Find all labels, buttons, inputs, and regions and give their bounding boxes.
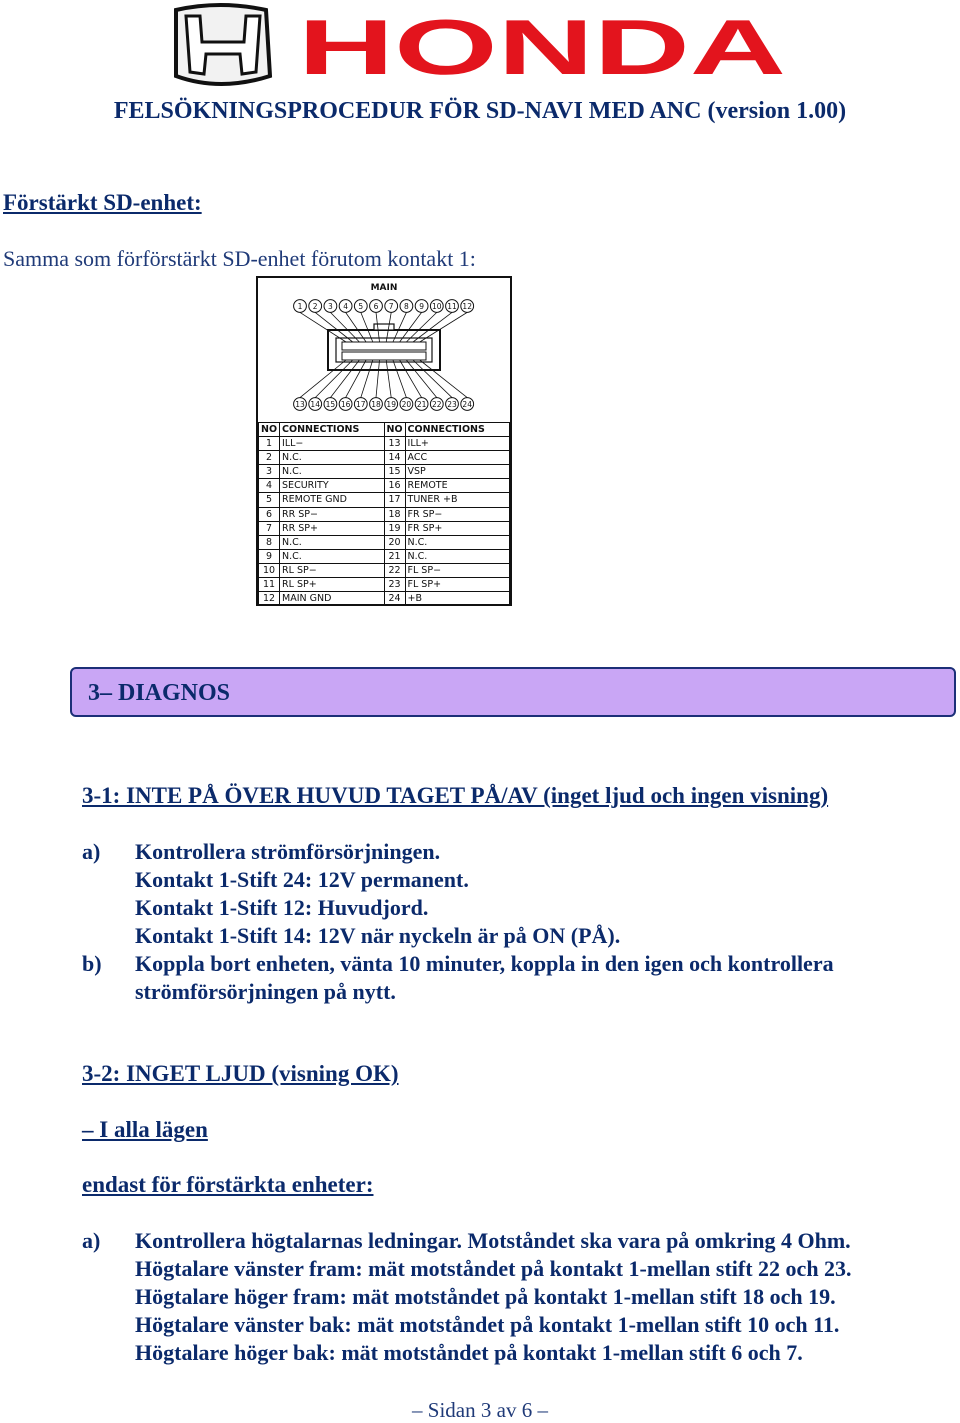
connections-table-row [259,437,510,451]
item-line: Kontrollera strömförsörjningen. [135,839,441,864]
connection-cell: REMOTE [405,479,509,493]
pin-number-cell: 19 [384,521,405,535]
pin-number: 22 [432,400,442,409]
connection-cell: REMOTE GND [280,493,384,507]
connections-table-row [259,451,510,465]
item-line: strömförsörjningen på nytt. [135,979,396,1004]
connection-cell: ILL+ [405,437,509,451]
connections-table-row [259,578,510,592]
section-3-2-scope: endast för förstärkta enheter: [82,1172,374,1197]
connections-table-row [259,535,510,549]
diagnos-banner [70,667,956,717]
connection-cell: ACC [405,451,509,465]
pin-number-cell: 3 [259,465,280,479]
section-3-1-heading: 3-1: INTE PÅ ÖVER HUVUD TAGET PÅ/AV (inget ljud och ingen visning) [82,783,829,808]
pin-number-cell: 9 [259,549,280,563]
pin-number: 16 [340,400,351,409]
connection-cell: RL SP+ [280,578,384,592]
connections-table [258,422,510,606]
connection-cell: ILL− [280,437,384,451]
page-footer: – Sidan 3 av 6 – [412,1398,548,1422]
connection-cell: +B [405,592,509,606]
col-no: NO [384,423,405,437]
item-line: Högtalare vänster bak: mät motståndet på kontakt 1-mellan stift 10 och 11. [135,1312,840,1337]
item-line: Högtalare höger bak: mät motståndet på kontakt 1-mellan stift 6 och 7. [135,1340,803,1365]
pin-number: 17 [356,400,366,409]
document-title: FELSÖKNINGSPROCEDUR FÖR SD-NAVI MED ANC (version 1.00) [113,98,847,124]
connection-cell: N.C. [280,465,384,479]
pin-number: 7 [388,302,394,311]
pin-number: 2 [312,302,318,311]
diagnos-banner-label: 3– DIAGNOS [88,680,231,706]
connection-cell: MAIN GND [280,592,384,606]
pin-leader-line [300,360,346,398]
connections-table-row [259,479,510,493]
pin-leader-line [300,312,346,342]
connection-cell: FR SP− [405,507,509,521]
item-line: Koppla bort enheten, vänta 10 minuter, koppla in den igen och kontrollera [135,951,834,976]
connection-cell: N.C. [280,535,384,549]
item-letter-b: b) [82,951,102,976]
pin-number: 6 [373,302,379,311]
pin-leader-line [420,312,468,342]
col-connections: CONNECTIONS [405,423,509,437]
section-3-2-subheading: – I alla lägen [82,1117,208,1142]
pin-number: 23 [447,400,457,409]
pin-number: 21 [416,400,427,409]
connections-table-row [259,465,510,479]
col-no: NO [259,423,280,437]
pin-number-cell: 21 [384,549,405,563]
pin-number-cell: 18 [384,507,405,521]
pin-number-cell: 1 [259,437,280,451]
pin-number-cell: 23 [384,578,405,592]
pin-leader-line [420,360,468,398]
item-line: Högtalare vänster fram: mät motståndet på kontakt 1-mellan stift 22 och 23. [135,1256,852,1281]
pin-number-cell: 12 [259,592,280,606]
pin-number-cell: 14 [384,451,405,465]
connection-cell: RL SP− [280,563,384,577]
pin-number-cell: 2 [259,451,280,465]
pin-number-cell: 24 [384,592,405,606]
item-line: Kontakt 1-Stift 12: Huvudjord. [135,895,429,920]
pin-number-cell: 8 [259,535,280,549]
item-letter-a: a) [82,1228,101,1253]
amplified-heading: Förstärkt SD-enhet: [3,190,202,215]
pin-number: 11 [447,302,457,311]
item-line: Kontakt 1-Stift 14: 12V när nyckeln är på ON (PÅ). [135,923,621,948]
connections-table-row [259,592,510,606]
connection-cell: SECURITY [280,479,384,493]
pin-number: 4 [343,302,348,311]
logo-wordmark: HONDA [298,3,786,88]
pin-number-cell: 10 [259,563,280,577]
pin-number: 20 [401,400,412,409]
pin-number-cell: 20 [384,535,405,549]
honda-logo [170,2,790,88]
connections-table-row [259,549,510,563]
pin-number: 8 [404,302,409,311]
connection-cell: RR SP+ [280,521,384,535]
connection-cell: FR SP+ [405,521,509,535]
item-line: Kontrollera högtalarnas ledningar. Motståndet ska vara på omkring 4 Ohm. [135,1228,851,1253]
col-connections: CONNECTIONS [280,423,384,437]
item-line: Kontakt 1-Stift 24: 12V permanent. [135,867,469,892]
connector-diagram [256,276,512,606]
item-line: Högtalare höger fram: mät motståndet på kontakt 1-mellan stift 18 och 19. [135,1284,836,1309]
item-letter-a: a) [82,839,101,864]
connection-cell: N.C. [405,549,509,563]
pin-number: 13 [295,400,305,409]
connection-cell: FL SP+ [405,578,509,592]
pin-number-cell: 13 [384,437,405,451]
pin-number-cell: 7 [259,521,280,535]
connector-main-label: MAIN [370,283,398,293]
pin-number: 14 [310,400,320,409]
pin-number: 15 [325,400,336,409]
pin-number: 19 [386,400,396,409]
pin-number: 1 [297,302,303,311]
connections-table-row [259,521,510,535]
pin-number-cell: 17 [384,493,405,507]
connections-table-header [259,423,510,437]
connection-cell: TUNER +B [405,493,509,507]
amplified-intro: Samma som förförstärkt SD-enhet förutom kontakt 1: [3,246,476,271]
connections-table-row [259,563,510,577]
connections-table-row [259,507,510,521]
connection-cell: RR SP− [280,507,384,521]
connector-pinout-drawing [258,278,510,422]
connection-cell: VSP [405,465,509,479]
pin-number-cell: 4 [259,479,280,493]
pin-number-cell: 15 [384,465,405,479]
connection-cell: N.C. [405,535,509,549]
pin-number-cell: 16 [384,479,405,493]
pin-number: 18 [371,400,381,409]
pin-number: 12 [462,302,472,311]
connection-cell: FL SP− [405,563,509,577]
pin-number: 24 [462,400,472,409]
pin-number: 9 [419,302,424,311]
connection-cell: N.C. [280,451,384,465]
pin-number-cell: 5 [259,493,280,507]
pin-number: 10 [432,302,442,311]
connections-table-row [259,493,510,507]
pin-number-cell: 22 [384,563,405,577]
pin-number-cell: 11 [259,578,280,592]
pin-number: 3 [328,302,333,311]
connection-cell: N.C. [280,549,384,563]
section-3-2-heading: 3-2: INGET LJUD (visning OK) [82,1061,399,1086]
pin-number: 5 [358,302,364,311]
pin-number-cell: 6 [259,507,280,521]
